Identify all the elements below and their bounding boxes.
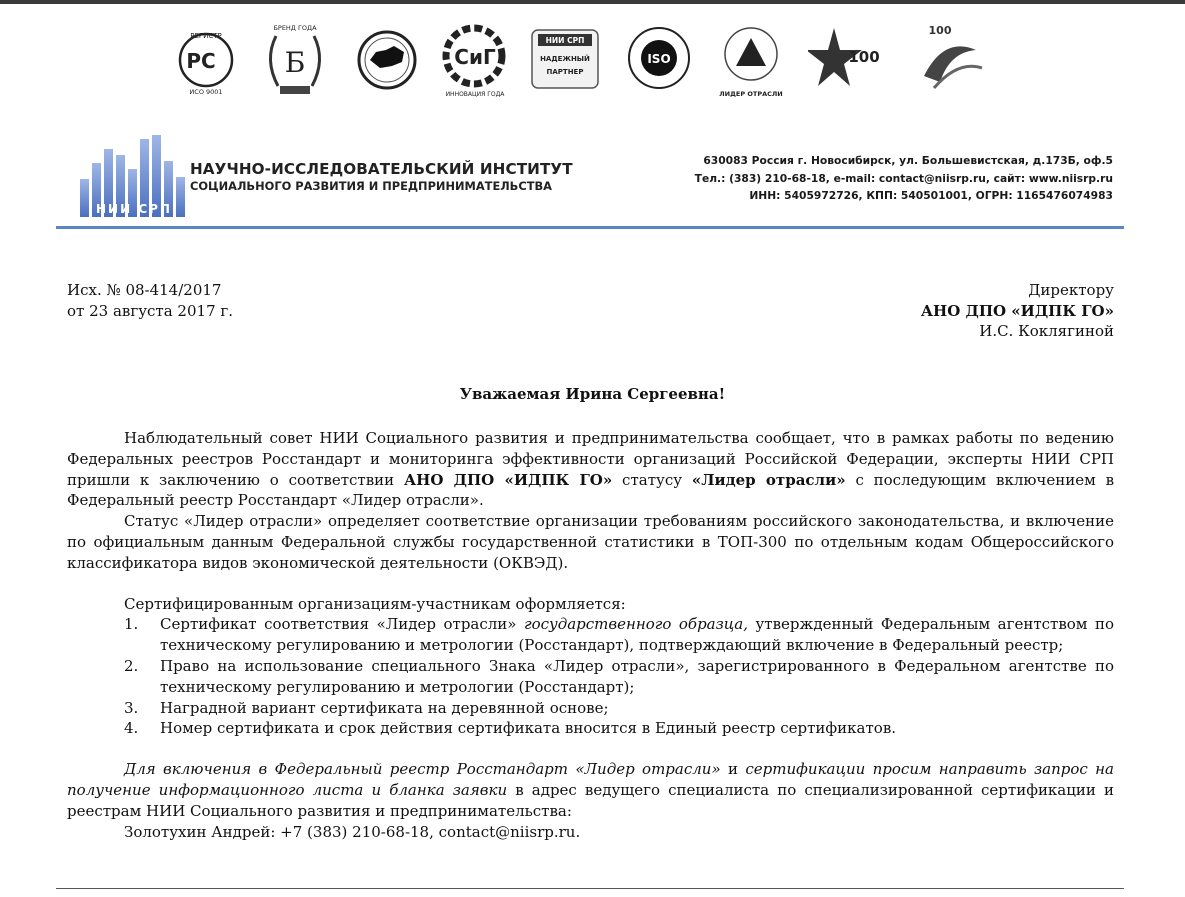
swirl-icon (914, 16, 988, 100)
reliable-partner-badge (528, 16, 602, 100)
paragraph-2: Статус «Лидер отрасли» определяет соответствие организации требованиям российского законодательства, и включение по официальным данным Федеральной службы государственной статистики в ТОП-300 по отдельным кодам Общероссийского классификатора видов экономической деятельности (ОКВЭД). (67, 512, 1114, 572)
header-divider (56, 226, 1124, 229)
svg-text:Б: Б (284, 46, 306, 79)
niisrp-logo (78, 133, 190, 217)
partner-shield-icon (528, 16, 602, 100)
best-goda-badge (258, 16, 332, 100)
reference-number: Исх. № 08-414/2017 (67, 281, 222, 299)
institute-name-line1: НАУЧНО-ИССЛЕДОВАТЕЛЬСКИЙ ИНСТИТУТ (190, 160, 573, 178)
top100-badge (914, 16, 988, 100)
institute-name-line2: СОЦИАЛЬНОГО РАЗВИТИЯ И ПРЕДПРИНИМАТЕЛЬСТВА (190, 179, 552, 193)
star-100-badge (808, 16, 882, 100)
list-item: 4. Номер сертификата и срок действия сертификата вносится в Единый реестр сертификатов. (124, 719, 897, 738)
salutation: Уважаемая Ирина Сергеевна! (459, 385, 726, 403)
paragraph-1: Наблюдательный совет НИИ Социального развития и предпринимательства сообщает, что в рамках работы по ведению Федеральных реестров Росстандарт и мониторинга эффективности организаций Российской Федерации, эксперты НИИ СРП пришли к заключению о соответствии АНО ДПО «ИДПК ГО» статусу «Лидер отрасли» с последующим включением в Федеральный реестр Росстандарт «Лидер отрасли». (67, 429, 1115, 510)
list-item: 2. Право на использование специального Знака «Лидер отрасли», зарегистрированного в Федеральном агентстве по техническому регулированию и метрологии (Росстандарт); (124, 656, 1114, 696)
paragraph-3: Для включения в Федеральный реестр Росстандарт «Лидер отрасли» и сертификации просим направить запрос на получение информационного листа и бланка заявки в адрес ведущего специалиста по специализированной сертификации и реестрам НИИ Социального развития и предпринимательства: (67, 760, 1114, 820)
innovation-badge (438, 16, 512, 100)
institute-name (190, 160, 573, 193)
svg-text:100: 100 (848, 48, 880, 66)
laurel-icon (258, 16, 332, 100)
addressee-person: И.С. Коклягиной (979, 322, 1114, 340)
addressee-position: Директору (1028, 281, 1114, 299)
top-border (0, 0, 1185, 4)
outgoing-reference (67, 280, 233, 321)
registry-rst-badge (170, 16, 244, 100)
logo-bars-icon (78, 133, 190, 217)
gear-icon (438, 16, 512, 100)
leader-laurel-icon (714, 16, 788, 100)
star-icon (808, 16, 882, 100)
svg-text:СиГ: СиГ (454, 45, 496, 69)
leader-badge (714, 16, 788, 100)
svg-text:НАДЕЖНЫЙ: НАДЕЖНЫЙ (540, 55, 590, 63)
paragraph-1-org: АНО ДПО «ИДПК ГО» (403, 470, 613, 489)
address: 630083 Россия г. Новосибирск, ул. Большевистская, д.173Б, оф.5 (703, 154, 1113, 167)
svg-text:ИННОВАЦИЯ ГОДА: ИННОВАЦИЯ ГОДА (445, 91, 505, 98)
svg-text:РС: РС (186, 49, 216, 73)
iso-badge (622, 16, 696, 100)
phone-email: Тел.: (383) 210-68-18, e-mail: contact@niisrp.ru, сайт: www.niisrp.ru (694, 171, 1113, 185)
russia-map-icon (350, 16, 424, 100)
addressee (921, 280, 1114, 342)
svg-text:ИСО 9001: ИСО 9001 (189, 88, 223, 96)
issued-documents-list (67, 614, 1114, 739)
iso-icon (622, 16, 696, 100)
footer-divider (56, 888, 1124, 889)
svg-text:НИИ СРП: НИИ СРП (96, 202, 172, 216)
svg-text:ISO: ISO (647, 52, 671, 66)
paragraph-1-status: «Лидер отрасли» (691, 470, 846, 489)
registry-rst-icon (170, 16, 244, 100)
contact-line: Золотухин Андрей: +7 (383) 210-68-18, contact@niisrp.ru. (124, 822, 581, 841)
svg-text:БРЕНД ГОДА: БРЕНД ГОДА (273, 24, 317, 32)
svg-text:РЕГИСТР: РЕГИСТР (190, 32, 222, 40)
letter-body (67, 428, 1114, 842)
list-intro: Сертифицированным организациям-участникам оформляется: (124, 594, 626, 613)
svg-text:ПАРТНЕР: ПАРТНЕР (546, 68, 584, 76)
list-item: 3. Наградной вариант сертификата на деревянной основе; (124, 698, 609, 717)
requisites: ИНН: 5405972726, КПП: 540501001, ОГРН: 1165476074983 (749, 189, 1113, 202)
addressee-organization: АНО ДПО «ИДПК ГО» (920, 301, 1114, 320)
reference-date: от 23 августа 2017 г. (67, 301, 234, 320)
russia-map-badge (350, 16, 424, 100)
svg-text:НИИ СРП: НИИ СРП (545, 36, 585, 45)
svg-text:ЛИДЕР ОТРАСЛИ: ЛИДЕР ОТРАСЛИ (719, 90, 783, 98)
institute-contacts (695, 152, 1113, 205)
list-item: 1. Сертификат соответствия «Лидер отрасли» государственного образца, утвержденный Федеральным агентством по техническому регулированию и метрологии (Росстандарт), подтверждающий включение в Федеральный реестр; (124, 615, 1115, 655)
svg-text:100: 100 (928, 24, 952, 37)
